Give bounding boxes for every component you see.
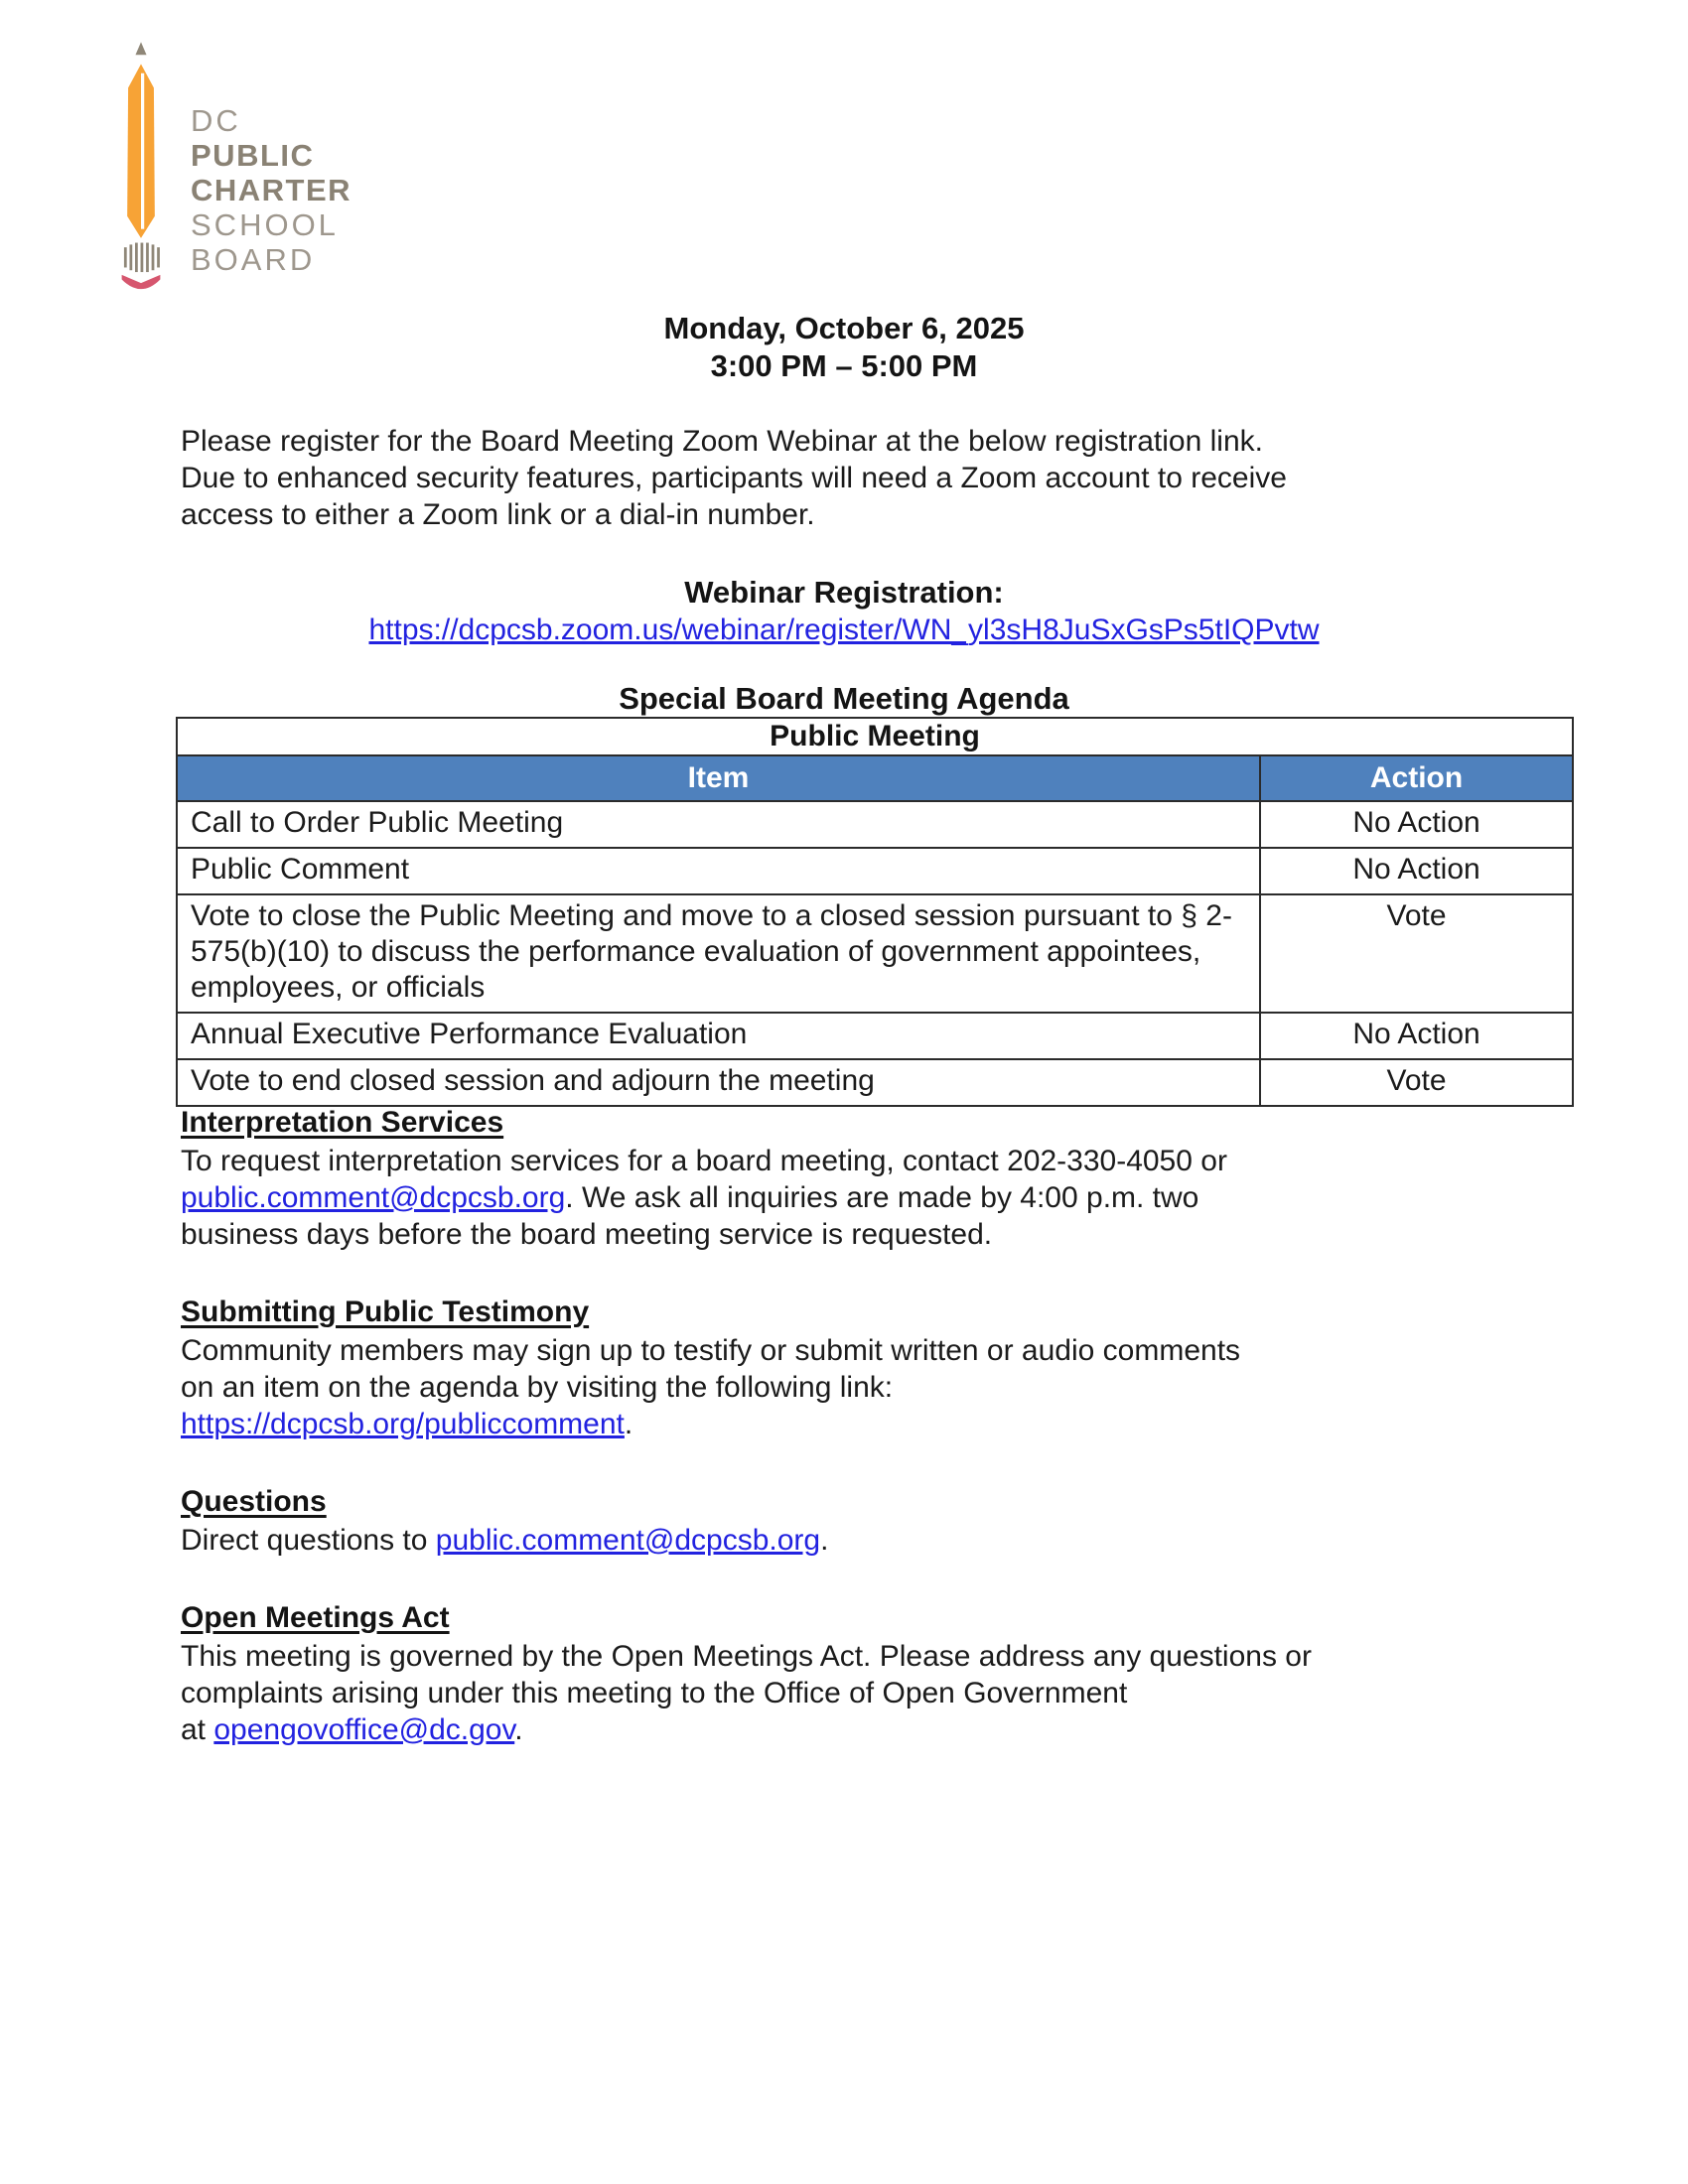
column-header-action: Action (1260, 755, 1573, 801)
dcpcsb-logo (117, 42, 352, 290)
text-run: This meeting is governed by the Open Meetings Act. Please address any questions or (181, 1640, 1312, 1673)
section-paragraph (181, 1332, 1541, 1442)
section-heading: Submitting Public Testimony (181, 1296, 590, 1328)
pencil-monument-icon (117, 42, 165, 290)
text-run: . (820, 1524, 829, 1557)
agenda-action-cell: Vote (1260, 1059, 1573, 1106)
agenda-table (176, 717, 1574, 1107)
meeting-time: 3:00 PM – 5:00 PM (710, 348, 978, 383)
info-sections (181, 1104, 1541, 1789)
text-line (181, 1179, 1541, 1216)
text-run: Direct questions to (181, 1524, 436, 1557)
text-line (181, 1369, 1541, 1406)
text-run: . (514, 1713, 523, 1746)
column-header-item: Item (177, 755, 1260, 801)
agenda-section-title: Public Meeting (177, 718, 1573, 755)
agenda-action-cell: No Action (1260, 801, 1573, 848)
agenda-item-cell: Vote to close the Public Meeting and move to a closed session pursuant to § 2-575(b)(10) to discuss the performance evaluation of government appointees, employees, or officials (177, 894, 1260, 1013)
agenda-item-cell: Call to Order Public Meeting (177, 801, 1260, 848)
section-heading: Questions (181, 1485, 327, 1518)
agenda-caption-row (177, 718, 1573, 755)
text-line (181, 1675, 1541, 1711)
agenda-row (177, 848, 1573, 894)
webinar-registration-link[interactable]: https://dcpcsb.zoom.us/webinar/register/WN_yl3sH8JuSxGsPs5tIQPvtw (368, 614, 1320, 646)
webinar-registration-block (0, 574, 1688, 649)
text-run: . (624, 1408, 633, 1440)
agenda-action-cell: No Action (1260, 1013, 1573, 1059)
agenda-item-cell: Public Comment (177, 848, 1260, 894)
text-line (181, 1332, 1541, 1369)
text-run: on an item on the agenda by visiting the following link: (181, 1371, 894, 1404)
public-comment-url-link[interactable]: https://dcpcsb.org/publiccomment (181, 1408, 625, 1440)
logo-word-school: SCHOOL (191, 207, 339, 242)
agenda-action-cell: No Action (1260, 848, 1573, 894)
agenda-row (177, 801, 1573, 848)
agenda-action-cell: Vote (1260, 894, 1573, 1013)
meeting-datetime (0, 310, 1688, 385)
text-run: Community members may sign up to testify or submit written or audio comments (181, 1334, 1241, 1367)
text-run: access to either a Zoom link or a dial-in number. (181, 498, 815, 531)
section-heading: Interpretation Services (181, 1106, 504, 1139)
text-line (181, 496, 1531, 533)
text-line (181, 1522, 1541, 1559)
text-line (181, 1143, 1541, 1179)
section-paragraph (181, 1638, 1541, 1748)
section-open-meetings-act (181, 1599, 1541, 1748)
text-line (181, 1406, 1541, 1442)
agenda-title: Special Board Meeting Agenda (619, 681, 1069, 716)
meeting-date: Monday, October 6, 2025 (663, 311, 1025, 345)
agenda-item-cell: Annual Executive Performance Evaluation (177, 1013, 1260, 1059)
agenda-item-cell: Vote to end closed session and adjourn the meeting (177, 1059, 1260, 1106)
text-line (181, 1638, 1541, 1675)
section-interpretation-services (181, 1104, 1541, 1253)
text-run: business days before the board meeting service is requested. (181, 1218, 993, 1251)
agenda-row (177, 1059, 1573, 1106)
text-run: To request interpretation services for a board meeting, contact 202-330-4050 or (181, 1145, 1227, 1177)
questions-email-link[interactable]: public.comment@dcpcsb.org (435, 1524, 821, 1557)
interpretation-email-link[interactable]: public.comment@dcpcsb.org (181, 1181, 566, 1214)
text-run: . We ask all inquiries are made by 4:00 p.m. two (565, 1181, 1199, 1214)
text-line (181, 423, 1531, 460)
section-paragraph (181, 1143, 1541, 1253)
section-submitting-public-testimony (181, 1294, 1541, 1442)
text-run: Please register for the Board Meeting Zoom Webinar at the below registration link. (181, 425, 1263, 458)
section-heading: Open Meetings Act (181, 1601, 450, 1634)
agenda-row (177, 894, 1573, 1013)
section-questions (181, 1483, 1541, 1559)
logo-wordmark (191, 103, 352, 277)
text-line (181, 1216, 1541, 1253)
logo-word-charter: CHARTER (191, 173, 352, 207)
agenda-row (177, 1013, 1573, 1059)
text-line (181, 460, 1531, 496)
section-paragraph (181, 1522, 1541, 1559)
intro-paragraph (181, 423, 1531, 533)
text-run: complaints arising under this meeting to the Office of Open Government (181, 1677, 1128, 1709)
logo-word-dc: DC (191, 103, 241, 138)
webinar-registration-heading: Webinar Registration: (684, 575, 1004, 610)
logo-word-public: PUBLIC (191, 138, 315, 173)
logo-word-board: BOARD (191, 242, 316, 277)
text-run: Due to enhanced security features, participants will need a Zoom account to receive (181, 462, 1287, 494)
text-line (181, 1711, 1541, 1748)
open-gov-email-link[interactable]: opengovoffice@dc.gov (213, 1713, 515, 1746)
text-run: at (181, 1713, 214, 1746)
agenda-header-row (177, 755, 1573, 801)
